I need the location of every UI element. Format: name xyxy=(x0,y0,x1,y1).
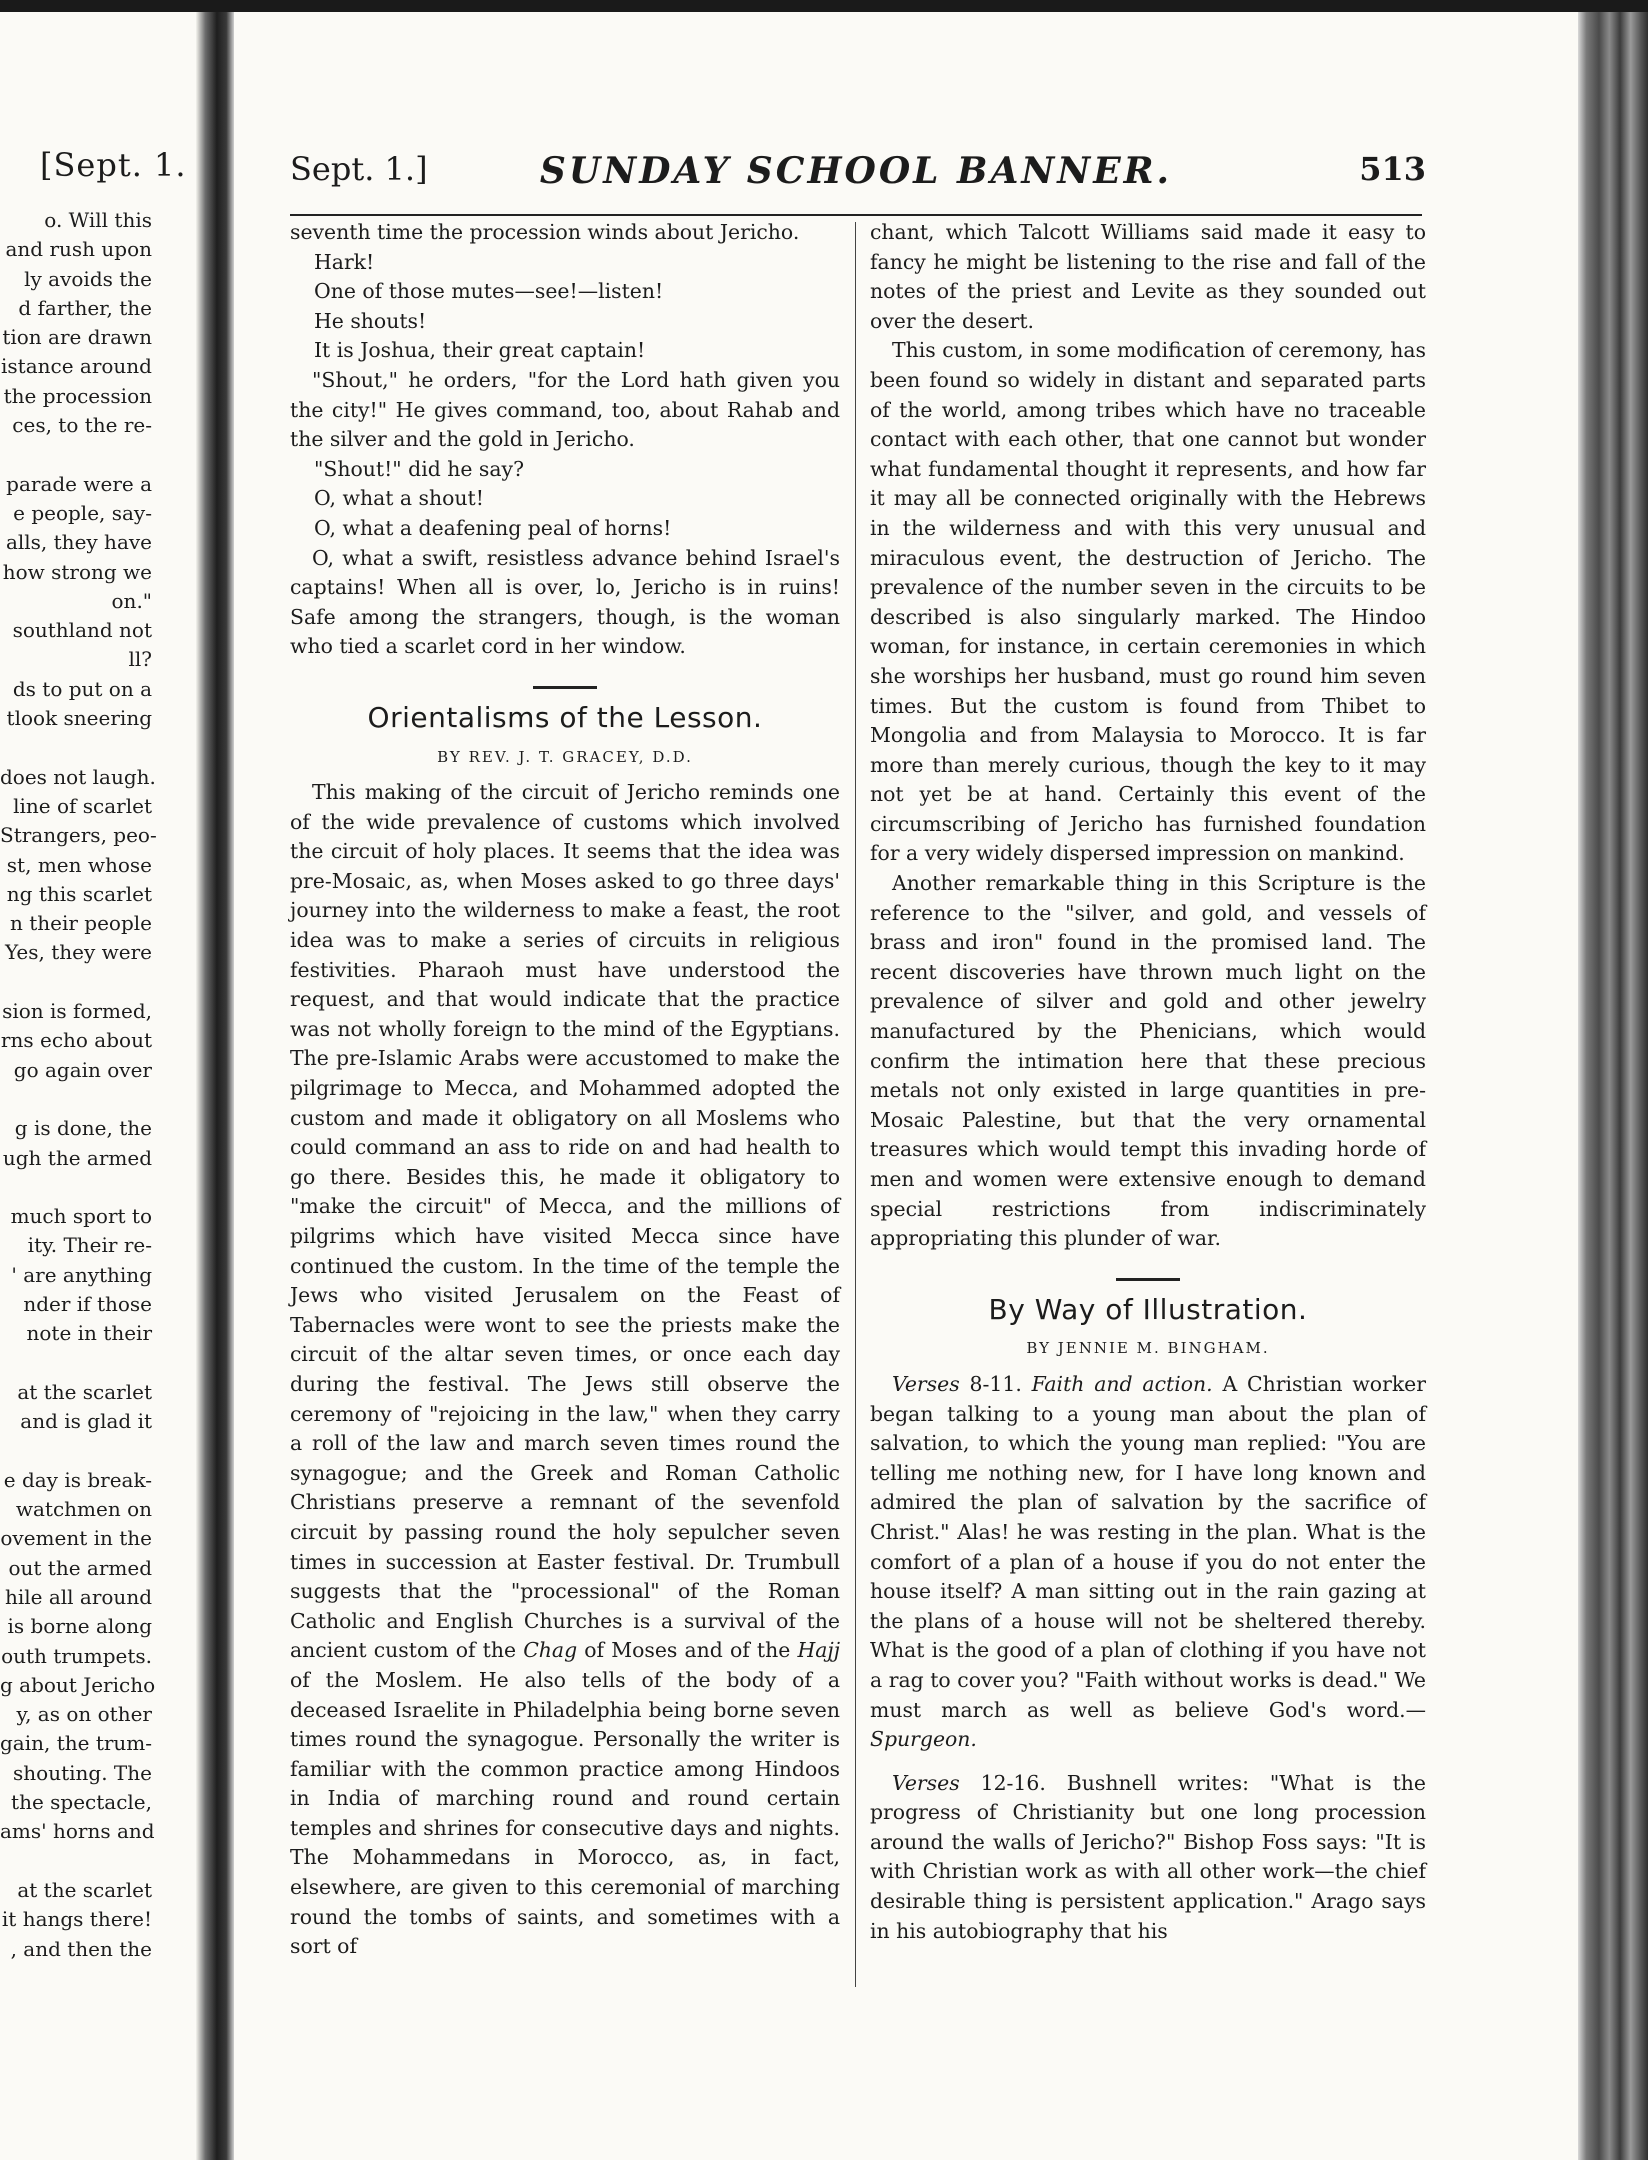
fragment-line: ly avoids the xyxy=(24,266,152,291)
section-separator xyxy=(533,686,597,689)
fragment-line: ng this scarlet xyxy=(6,881,152,906)
fragment-line: ams' horns and xyxy=(0,1819,155,1844)
verse-label: Verses xyxy=(892,1371,960,1396)
entry-source: Spurgeon. xyxy=(870,1727,977,1752)
article-body xyxy=(290,778,840,1962)
verse-label: Verses xyxy=(892,1770,960,1795)
fragment-line: and rush upon xyxy=(5,237,152,262)
poem-line: It is Joshua, their great captain! xyxy=(314,338,646,363)
poem-line: O, what a shout! xyxy=(314,486,484,511)
poem-line: "Shout!" did he say? xyxy=(314,456,524,481)
book-gutter xyxy=(196,12,234,2160)
poem-block xyxy=(290,455,840,544)
fragment-line xyxy=(0,1847,152,1876)
fragment-line: istance around xyxy=(1,354,152,379)
poem-line: O, what a deafening peal of horns! xyxy=(314,515,672,540)
illustration-entry xyxy=(870,1370,1426,1755)
fragment-line: the procession xyxy=(3,383,152,408)
paragraph: O, what a swift, resistless advance behind Israel's captains! When all is over, lo, Jericho is in ruins! Safe among the strangers, though, is the woman who tied a scarlet cord in her window. xyxy=(290,545,840,659)
fragment-line: it hangs there! xyxy=(1,1907,152,1932)
fragment-line: does not laugh. xyxy=(0,764,156,789)
section-title: By Way of Illustration. xyxy=(988,1292,1308,1326)
italic-term: Hajj xyxy=(797,1638,841,1663)
fragment-line: shouting. The xyxy=(13,1760,152,1785)
paragraph: Another remarkable thing in this Scripture is the reference to the "silver, and gold, and vessels of brass and iron" found in the promised land. The recent discoveries have thrown much light on the prevalence of silver and gold and other jewelry manufactured by the Phenicians, which would confirm the intimation here that these precious metals not only existed in large quantities in pre-Mosaic Palestine, but that the very ornamental treasures which would tempt this invading horde of men and women were extensive enough to demand special restrictions from indiscriminately appropriating this plunder of war. xyxy=(870,871,1426,1251)
fragment-line: tlook sneering xyxy=(6,706,152,731)
fragment-line: tion are drawn xyxy=(2,325,152,350)
fragment-line: ' are anything xyxy=(11,1262,152,1287)
byline: BY JENNIE M. BINGHAM. xyxy=(1026,1339,1270,1358)
fragment-line: gain, the trum- xyxy=(0,1731,153,1756)
fragment-line: ll? xyxy=(128,647,152,672)
fragment-line: watchmen on xyxy=(15,1497,152,1522)
fragment-line: e day is break- xyxy=(3,1467,152,1492)
fragment-line: southland not xyxy=(12,618,152,643)
fragment-line: Yes, they were xyxy=(4,940,152,965)
fragment-line: go again over xyxy=(13,1057,152,1082)
fragment-line: line of scarlet xyxy=(13,793,152,818)
body-text: of Moses and of the xyxy=(577,1638,798,1663)
right-column xyxy=(870,218,1426,1946)
fragment-line xyxy=(0,1173,152,1202)
fragment-line: outh trumpets. xyxy=(1,1643,152,1668)
entry-text: 12-16. Bushnell writes: "What is the progress of Christianity but one long procession around the walls of Jericho?" Bishop Foss says: "It is with Christian work as with all other work—the chief desirable thing is persistent application." Arago says in his autobiography that his xyxy=(870,1770,1426,1943)
page-number: 513 xyxy=(1359,150,1426,188)
fragment-line: and is glad it xyxy=(20,1409,152,1434)
fragment-line: on." xyxy=(111,588,152,613)
header-rule xyxy=(290,214,1422,216)
fragment-line: d farther, the xyxy=(18,295,152,320)
left-page-fragment xyxy=(0,0,196,2160)
fragment-line: ds to put on a xyxy=(12,676,152,701)
section-title: Orientalisms of the Lesson. xyxy=(367,700,763,734)
page-edge-stack xyxy=(1578,12,1648,2160)
fragment-line: , and then the xyxy=(10,1936,152,1961)
fragment-line: note in their xyxy=(26,1321,152,1346)
header-date: Sept. 1.] xyxy=(290,150,428,188)
left-page-text xyxy=(0,206,157,1964)
fragment-line: n their people xyxy=(9,911,152,936)
fragment-line: hile all around xyxy=(4,1584,152,1609)
fragment-line: much sport to xyxy=(10,1204,152,1229)
entry-text: A Christian worker began talking to a young man about the plan of salvation, to which the young man replied: "You are telling me nothing new, for I have long known and admired the plan of salvation by the sacrifice of Christ." Alas! he was resting in the plan. What is the comfort of a plan of a house if you do not enter the house itself? A man sitting out in the rain gazing at the plans of a house will not be sheltered thereby. What is the good of a plan of clothing if you have not a rag to cover you? "Faith without works is dead." We must march as well as believe God's word.— xyxy=(870,1371,1426,1722)
fragment-line: g about Jericho xyxy=(0,1672,156,1697)
byline: BY REV. J. T. GRACEY, D.D. xyxy=(437,747,693,766)
fragment-line: parade were a xyxy=(6,471,152,496)
fragment-line: out the armed xyxy=(8,1555,152,1580)
fragment-line xyxy=(0,1436,152,1465)
page-header xyxy=(290,150,1426,198)
poem-block xyxy=(290,248,840,366)
fragment-line: ovement in the xyxy=(0,1526,152,1551)
fragment-line: rns echo about xyxy=(0,1028,152,1053)
fragment-line: Strangers, peo- xyxy=(0,823,157,848)
fragment-line xyxy=(0,733,152,762)
fragment-line: ity. Their re- xyxy=(27,1233,152,1258)
fragment-line: e people, say- xyxy=(13,500,152,525)
fragment-line: nder if those xyxy=(23,1291,152,1316)
fragment-line xyxy=(0,440,152,469)
fragment-line: how strong we xyxy=(2,559,152,584)
fragment-line: o. Will this xyxy=(44,208,152,232)
fragment-line: at the scarlet xyxy=(17,1877,152,1902)
illustration-entry xyxy=(870,1769,1426,1947)
fragment-line xyxy=(0,1349,152,1378)
paragraph: seventh time the procession winds about Jericho. xyxy=(290,220,800,244)
paragraph: This custom, in some modification of ceremony, has been found so widely in distant and separated parts of the world, among tribes which have no traceable contact with each other, that one cannot but wonder what fundamental thought it represents, and how far it may all be connected originally with the Hebrews in the wilderness and with this very unusual and miraculous event, the destruction of Jericho. The prevalence of the number seven in the circuits to be described is also singularly marked. The Hindoo woman, for instance, in certain ceremonies in which she worships her husband, must go round him seven times. But the custom is found from Thibet to Mongolia and from Malaysia to Morocco. It is far more than merely curious, though the key to it may not yet be at hand. Certainly this event of the circumscribing of Jericho has furnished foundation for a very widely dispersed impression on mankind. xyxy=(870,338,1426,866)
fragment-line: the spectacle, xyxy=(11,1790,152,1815)
fragment-line: ugh the armed xyxy=(2,1145,152,1170)
fragment-line: sion is formed, xyxy=(2,999,152,1024)
fragment-line: at the scarlet xyxy=(17,1379,152,1404)
entry-heading: Faith and action. xyxy=(1031,1371,1213,1396)
left-column xyxy=(290,218,840,1962)
column-divider xyxy=(855,222,856,1987)
body-text: This making of the circuit of Jericho reminds one of the wide prevalence of customs which involved the circuit of holy places. It seems that the idea was pre-Mosaic, as, when Moses asked to go three days' journey into the wilderness to make a feast, the root idea was to make a series of circuits in religious festivities. Pharaoh must have understood the request, and that would indicate that the practice was not wholly foreign to the mind of the Egyptians. The pre-Islamic Arabs were accustomed to make the pilgrimage to Mecca, and Mohammed adopted the custom and made it obligatory on all Moslems who could command an ass to ride on and had health to go there. Besides this, he made it obligatory to "make the circuit" of Mecca, and the millions of pilgrims which have visited Mecca since have continued the custom. In the time of the temple the Jews who visited Jerusalem on the Feast of Tabernacles were wont to see the priests make the circuit of the altar seven times, or once each day during the festival. The Jews still observe the ceremony of "rejoicing in the law," when they carry a roll of the law and march seven times round the synagogue; and the Greek and Roman Catholic Christians preserve a remnant of the sevenfold circuit by passing round the holy sepulcher seven times in succession at Easter festival. Dr. Trumbull suggests that the "processional" of the Roman Catholic and English Churches is a survival of the ancient custom of the xyxy=(290,780,840,1663)
fragment-line: alls, they have xyxy=(5,530,152,555)
body-text: of the Moslem. He also tells of the body of a deceased Israelite in Philadelphia being borne seven times round the synagogue. Personally the writer is familiar with the common practice among Hindoos in India of marching round and round certain temples and shrines for consecutive days and nights. The Mohammedans in Morocco, as, in fact, elsewhere, are given to this ceremonial of marching round the tombs of saints, and sometimes with a sort of xyxy=(290,1667,840,1959)
fragment-line: st, men whose xyxy=(6,852,152,877)
journal-title: SUNDAY SCHOOL BANNER. xyxy=(539,150,1173,192)
page-top-edge xyxy=(0,0,1648,12)
section-separator xyxy=(1116,1278,1180,1281)
fragment-line: g is done, the xyxy=(14,1116,152,1141)
fragment-line: is borne along xyxy=(7,1614,152,1639)
poem-line: He shouts! xyxy=(314,308,427,333)
fragment-line: y, as on other xyxy=(16,1702,152,1727)
paragraph: chant, which Talcott Williams said made it easy to fancy he might be listening to the rise and fall of the notes of the priest and Levite as they sounded out over the desert. xyxy=(870,220,1426,333)
fragment-line xyxy=(0,968,152,997)
verse-ref: 8-11. xyxy=(959,1371,1032,1396)
fragment-line: ces, to the re- xyxy=(12,413,152,438)
fragment-line xyxy=(0,1085,152,1114)
left-page-header: [Sept. 1. xyxy=(40,146,187,184)
poem-line: Hark! xyxy=(314,249,375,274)
paragraph: "Shout," he orders, "for the Lord hath given you the city!" He gives command, too, about Rahab and the silver and the gold in Jericho. xyxy=(290,367,840,452)
poem-line: One of those mutes—see!—listen! xyxy=(314,279,664,304)
italic-term: Chag xyxy=(523,1638,578,1663)
